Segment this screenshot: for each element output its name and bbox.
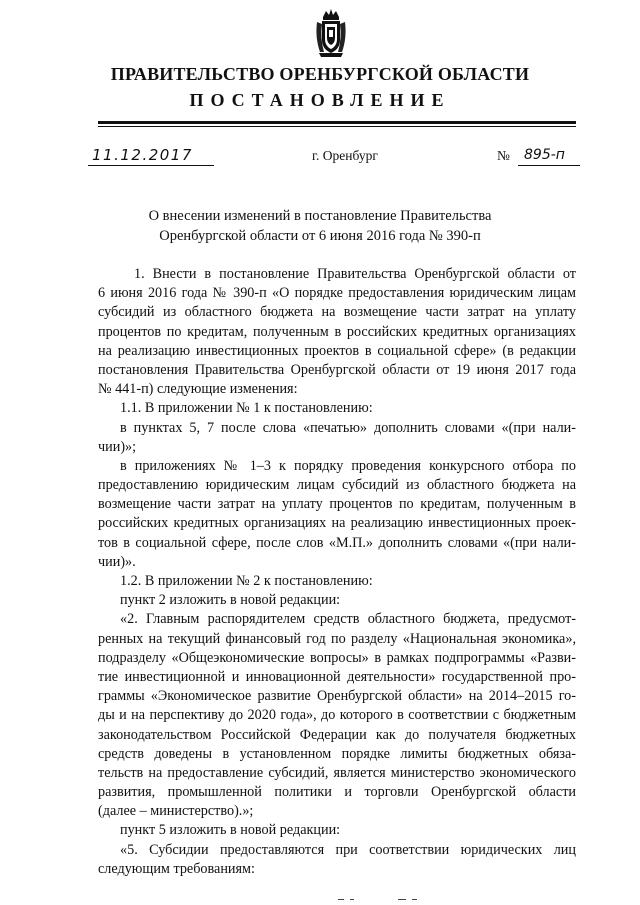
- body-line: чии)»;: [98, 438, 137, 455]
- oblast-coat-of-arms-icon: [314, 8, 348, 58]
- body-line: (далее – министерство).»;: [98, 803, 254, 820]
- body-line: российских кредитных организациях на реализацию инвестиционных проек-: [98, 515, 576, 532]
- body-line: тов в социальной сфере, после слов «М.П.» дополнить словами «(при нали-: [98, 534, 576, 551]
- body-line: законодательством Российской Федерации как до получателя бюджетных: [98, 726, 576, 743]
- body-line: чии)».: [98, 553, 136, 570]
- body-line: процентов по кредитам, полученным в российских кредитных организациях: [98, 323, 576, 340]
- body-line: граммы «Экономическое развитие Оренбургской области» на 2014–2015 го-: [98, 688, 576, 705]
- body-line: ренных на текущий финансовый год по разделу «Национальная экономика»,: [98, 630, 576, 647]
- body-line: подразделу «Общеэкономические вопросы» в рамках подпрограммы «Разви-: [98, 649, 576, 666]
- document-date: 11.12.2017: [88, 146, 214, 166]
- body-line: пункт 5 изложить в новой редакции:: [120, 822, 341, 839]
- body-line: тие инвестиционной и инновационной деятельности» государственной про-: [98, 668, 576, 685]
- body-line: «2. Главным распорядителем средств областного бюджета, предусмот-: [120, 611, 576, 628]
- body-line: возмещение части затрат на уплату процентов по кредитам, полученным в: [98, 496, 576, 513]
- document-number-label: №: [497, 148, 510, 163]
- body-line: развития, промышленной политики и торговли Оренбургской области: [98, 784, 576, 801]
- body-line: субсидий из областного бюджета на возмещение части затрат на уплату: [98, 304, 576, 321]
- body-line: следующим требованиям:: [98, 860, 255, 877]
- body-line: тельств на предоставление субсидий, является министерство экономического: [98, 764, 576, 781]
- subject-line: Оренбургской области от 6 июня 2016 года № 390-п: [159, 228, 481, 244]
- subject-line: О внесении изменений в постановление Правительства: [148, 208, 492, 224]
- document-number: 895-п: [518, 146, 580, 166]
- government-title: ПРАВИТЕЛЬСТВО ОРЕНБУРГСКОЙ ОБЛАСТИ: [110, 64, 530, 84]
- body-line: ды и на перспективу до 2020 года», до которого в соответствии с бюджетным: [98, 707, 576, 724]
- body-line: 6 июня 2016 года № 390-п «О порядке предоставления юридическим лицам: [98, 285, 576, 302]
- body-line: пункт 2 изложить в новой редакции:: [120, 592, 341, 609]
- body-line: «5. Субсидии предоставляются при соответствии юридических лиц: [120, 841, 576, 858]
- body-line: 1. Внести в постановление Правительства Оренбургской области от: [134, 266, 576, 282]
- header-divider-thin: [98, 126, 576, 127]
- body-line: постановления Правительства Оренбургской области от 19 июня 2017 года: [98, 361, 576, 378]
- body-line: в пунктах 5, 7 после слова «печатью» дополнить словами «(при нали-: [120, 419, 576, 436]
- scan-artifact: [338, 899, 438, 901]
- header-divider-thick: [98, 121, 576, 124]
- document-subject: [0, 206, 640, 246]
- body-line: предоставлению юридическим лицам субсидий из областного бюджета на: [98, 477, 576, 494]
- body-line: 1.2. В приложении № 2 к постановлению:: [120, 573, 373, 589]
- document-city: г. Оренбург: [312, 148, 378, 163]
- document-body: [98, 265, 576, 879]
- body-line: № 441-п) следующие изменения:: [98, 381, 298, 398]
- body-line: 1.1. В приложении № 1 к постановлению:: [120, 400, 373, 417]
- document-meta: [0, 146, 640, 170]
- document-type-title: ПОСТАНОВЛЕНИЕ: [189, 90, 451, 110]
- body-line: в приложениях № 1–3 к порядку проведения конкурсного отбора по: [120, 457, 576, 474]
- body-line: средств доведены в установленном порядке лимиты бюджетных обяза-: [98, 745, 576, 762]
- body-line: на реализацию инвестиционных проектов в социальной сфере» (в редакции: [98, 342, 576, 359]
